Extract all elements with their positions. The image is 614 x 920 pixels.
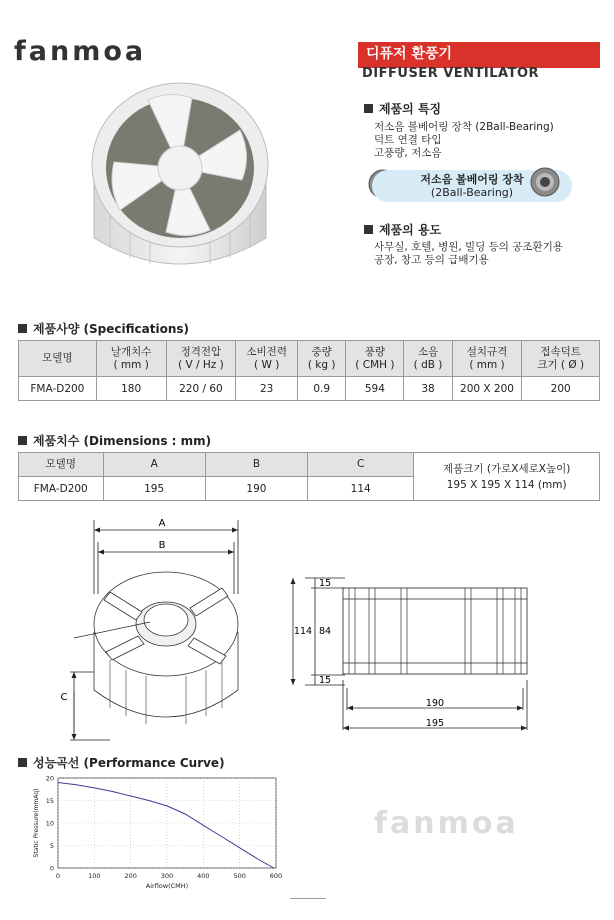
usage-line: 사무실, 호텔, 병원, 빌딩 등의 공조환기용 [374,241,563,253]
x-axis-label: Airflow(CMH) [145,882,189,890]
x-tick-label: 600 [269,872,283,880]
brand-watermark: fanmoa [374,806,519,841]
usage-heading: 제품의 용도 [364,221,441,238]
dim-col: 모델명 [19,453,104,477]
dim-cell: 114 [308,477,414,501]
dim-cell: FMA-D200 [19,477,104,501]
specs-cell: FMA-D200 [19,377,97,401]
bearing-icon [528,166,562,198]
feature-line: 저소음 볼베어링 장착 (2Ball-Bearing) [374,121,554,133]
performance-chart [18,772,288,892]
dim-side-195: 195 [425,718,445,729]
dimensions-table [18,452,600,501]
x-tick-label: 500 [233,872,246,880]
specs-cell: 200 X 200 [452,377,522,401]
bullet-square-icon [18,436,27,445]
specs-cell: 23 [236,377,298,401]
size-value: 195 X 195 X 114 (mm) [446,478,567,491]
specs-cell: 180 [96,377,166,401]
dim-side-15-top: 15 [318,578,332,589]
usage-line: 공장, 창고 등의 급배기용 [374,254,489,266]
features-list [374,121,554,160]
dim-side-15-bottom: 15 [318,675,332,686]
product-image [80,70,280,280]
dim-label-c: C [60,692,68,703]
bearing-badge-line1: 저소음 볼베어링 장착 [420,173,524,186]
specs-col: 날개치수 ( mm ) [96,341,166,377]
dim-side-84: 84 [318,626,332,637]
dimensions-heading: 제품치수 (Dimensions : mm) [18,432,211,449]
specs-cell: 594 [346,377,404,401]
specs-cell: 0.9 [298,377,346,401]
specs-col: 중량 ( kg ) [298,341,346,377]
x-tick-label: 200 [124,872,137,880]
y-tick-label: 0 [49,864,54,873]
y-tick-label: 15 [45,797,54,805]
product-title-en: DIFFUSER VENTILATOR [362,66,540,81]
product-title-ko: 디퓨저 환풍기 [358,42,600,66]
bullet-square-icon [18,324,27,333]
y-tick-label: 5 [49,842,54,850]
x-tick-label: 300 [160,872,174,880]
specs-col: 풍량 ( CMH ) [346,341,404,377]
size-label: 제품크기 (가로X세로X높이) [442,462,571,475]
feature-line: 고풍량, 저소음 [374,147,442,159]
dim-cell: 195 [103,477,205,501]
feature-line: 덕트 연결 타입 [374,134,442,146]
dimensions-header-row [19,453,600,477]
x-tick-label: 400 [197,872,210,880]
specs-col: 접속덕트 크기 ( Ø ) [522,341,600,377]
x-tick-label: 0 [55,872,61,880]
brand-logo: fanmoa [14,36,147,67]
performance-heading: 성능곡선 (Performance Curve) [18,754,225,771]
x-tick-label: 100 [88,872,101,880]
table-row [19,377,600,401]
bullet-square-icon [18,758,27,767]
specs-cell: 200 [522,377,600,401]
specs-heading: 제품사양 (Specifications) [18,320,189,337]
specs-col: 모델명 [19,341,97,377]
size-cell [414,453,600,501]
dim-cell: 190 [205,477,307,501]
dim-label-b: B [158,540,166,551]
specs-cell: 220 / 60 [166,377,236,401]
y-tick-label: 10 [45,819,54,828]
specs-cell: 38 [404,377,452,401]
specs-header-row [19,341,600,377]
bullet-square-icon [364,104,373,113]
isometric-drawing [50,512,260,748]
dim-side-190: 190 [425,698,445,709]
specs-col: 정격전압 ( V / Hz ) [166,341,236,377]
specs-col: 소비전력 ( W ) [236,341,298,377]
features-heading: 제품의 특징 [364,100,441,117]
page-divider [290,898,326,899]
side-drawing [285,570,545,735]
y-axis-label: Static Pressure(mmAq) [33,788,40,858]
y-tick-label: 20 [45,774,54,783]
dim-col: B [205,453,307,477]
specs-col: 설치규격 ( mm ) [452,341,522,377]
specs-col: 소음 ( dB ) [404,341,452,377]
dim-side-114: 114 [293,626,313,637]
dim-col: C [308,453,414,477]
bullet-square-icon [364,225,373,234]
dim-label-a: A [158,518,166,529]
usage-list [374,241,563,267]
bearing-badge-line2: (2Ball-Bearing) [430,186,514,199]
dim-col: A [103,453,205,477]
specs-table [18,340,600,401]
